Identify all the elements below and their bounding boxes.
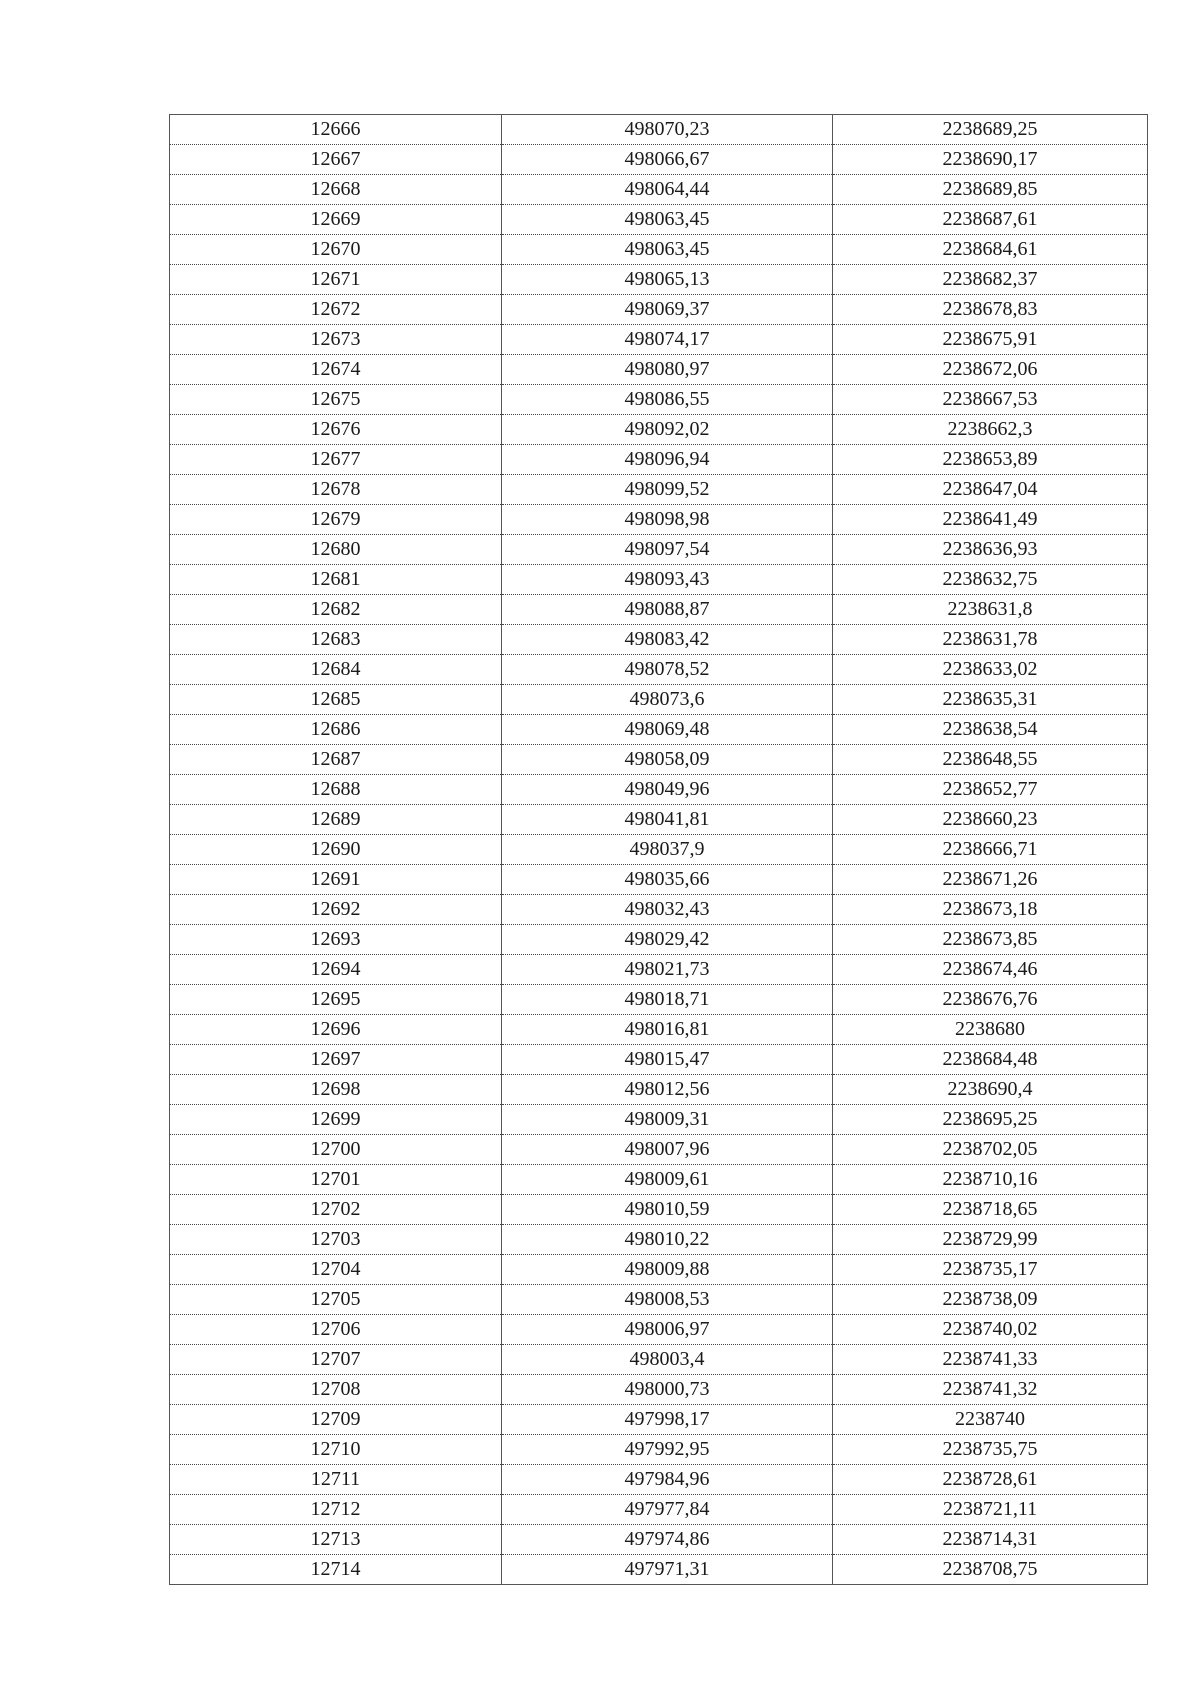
table-row <box>170 475 1148 505</box>
x-coordinate-cell: 498015,47 <box>502 1045 833 1075</box>
table-row <box>170 1225 1148 1255</box>
x-coordinate-cell: 498037,9 <box>502 835 833 865</box>
table-row <box>170 1555 1148 1585</box>
y-coordinate-cell: 2238675,91 <box>833 325 1148 355</box>
x-coordinate-cell: 498018,71 <box>502 985 833 1015</box>
point-number-cell: 12687 <box>170 745 502 775</box>
table-row <box>170 1525 1148 1555</box>
x-coordinate-cell: 497984,96 <box>502 1465 833 1495</box>
table-row <box>170 1495 1148 1525</box>
table-row <box>170 805 1148 835</box>
point-number-cell: 12668 <box>170 175 502 205</box>
point-number-cell: 12703 <box>170 1225 502 1255</box>
y-coordinate-cell: 2238632,75 <box>833 565 1148 595</box>
y-coordinate-cell: 2238729,99 <box>833 1225 1148 1255</box>
x-coordinate-cell: 497971,31 <box>502 1555 833 1585</box>
x-coordinate-cell: 498069,37 <box>502 295 833 325</box>
table-row <box>170 385 1148 415</box>
x-coordinate-cell: 498074,17 <box>502 325 833 355</box>
y-coordinate-cell: 2238635,31 <box>833 685 1148 715</box>
table-row <box>170 1075 1148 1105</box>
x-coordinate-cell: 498008,53 <box>502 1285 833 1315</box>
x-coordinate-cell: 498058,09 <box>502 745 833 775</box>
point-number-cell: 12694 <box>170 955 502 985</box>
y-coordinate-cell: 2238660,23 <box>833 805 1148 835</box>
y-coordinate-cell: 2238647,04 <box>833 475 1148 505</box>
y-coordinate-cell: 2238680 <box>833 1015 1148 1045</box>
table-row <box>170 1435 1148 1465</box>
point-number-cell: 12679 <box>170 505 502 535</box>
table-row <box>170 145 1148 175</box>
table-row <box>170 565 1148 595</box>
table-row <box>170 625 1148 655</box>
point-number-cell: 12709 <box>170 1405 502 1435</box>
x-coordinate-cell: 498010,59 <box>502 1195 833 1225</box>
table-row <box>170 1285 1148 1315</box>
table-row <box>170 985 1148 1015</box>
x-coordinate-cell: 498009,88 <box>502 1255 833 1285</box>
x-coordinate-cell: 498093,43 <box>502 565 833 595</box>
table-row <box>170 505 1148 535</box>
y-coordinate-cell: 2238718,65 <box>833 1195 1148 1225</box>
y-coordinate-cell: 2238653,89 <box>833 445 1148 475</box>
x-coordinate-cell: 498007,96 <box>502 1135 833 1165</box>
point-number-cell: 12666 <box>170 115 502 145</box>
x-coordinate-cell: 498032,43 <box>502 895 833 925</box>
table-row <box>170 685 1148 715</box>
y-coordinate-cell: 2238714,31 <box>833 1525 1148 1555</box>
y-coordinate-cell: 2238674,46 <box>833 955 1148 985</box>
y-coordinate-cell: 2238695,25 <box>833 1105 1148 1135</box>
y-coordinate-cell: 2238740 <box>833 1405 1148 1435</box>
y-coordinate-cell: 2238633,02 <box>833 655 1148 685</box>
y-coordinate-cell: 2238671,26 <box>833 865 1148 895</box>
x-coordinate-cell: 498012,56 <box>502 1075 833 1105</box>
x-coordinate-cell: 498073,6 <box>502 685 833 715</box>
table-row <box>170 265 1148 295</box>
table-row <box>170 295 1148 325</box>
table-row <box>170 1165 1148 1195</box>
point-number-cell: 12696 <box>170 1015 502 1045</box>
point-number-cell: 12676 <box>170 415 502 445</box>
x-coordinate-cell: 498063,45 <box>502 235 833 265</box>
y-coordinate-cell: 2238667,53 <box>833 385 1148 415</box>
x-coordinate-cell: 498065,13 <box>502 265 833 295</box>
point-number-cell: 12677 <box>170 445 502 475</box>
table-row <box>170 895 1148 925</box>
x-coordinate-cell: 498009,31 <box>502 1105 833 1135</box>
x-coordinate-cell: 498064,44 <box>502 175 833 205</box>
x-coordinate-cell: 498086,55 <box>502 385 833 415</box>
y-coordinate-cell: 2238689,25 <box>833 115 1148 145</box>
x-coordinate-cell: 498021,73 <box>502 955 833 985</box>
y-coordinate-cell: 2238741,32 <box>833 1375 1148 1405</box>
y-coordinate-cell: 2238662,3 <box>833 415 1148 445</box>
point-number-cell: 12707 <box>170 1345 502 1375</box>
y-coordinate-cell: 2238689,85 <box>833 175 1148 205</box>
point-number-cell: 12686 <box>170 715 502 745</box>
table-row <box>170 1255 1148 1285</box>
point-number-cell: 12702 <box>170 1195 502 1225</box>
table-row <box>170 205 1148 235</box>
table-row <box>170 1045 1148 1075</box>
table-row <box>170 1405 1148 1435</box>
point-number-cell: 12675 <box>170 385 502 415</box>
y-coordinate-cell: 2238678,83 <box>833 295 1148 325</box>
y-coordinate-cell: 2238735,75 <box>833 1435 1148 1465</box>
point-number-cell: 12692 <box>170 895 502 925</box>
table-row <box>170 955 1148 985</box>
table-row <box>170 745 1148 775</box>
table-row <box>170 1375 1148 1405</box>
point-number-cell: 12667 <box>170 145 502 175</box>
point-number-cell: 12684 <box>170 655 502 685</box>
y-coordinate-cell: 2238638,54 <box>833 715 1148 745</box>
x-coordinate-cell: 498092,02 <box>502 415 833 445</box>
point-number-cell: 12682 <box>170 595 502 625</box>
table-row <box>170 865 1148 895</box>
point-number-cell: 12671 <box>170 265 502 295</box>
table-row <box>170 175 1148 205</box>
point-number-cell: 12691 <box>170 865 502 895</box>
x-coordinate-cell: 498066,67 <box>502 145 833 175</box>
point-number-cell: 12681 <box>170 565 502 595</box>
y-coordinate-cell: 2238690,17 <box>833 145 1148 175</box>
point-number-cell: 12698 <box>170 1075 502 1105</box>
y-coordinate-cell: 2238631,8 <box>833 595 1148 625</box>
point-number-cell: 12683 <box>170 625 502 655</box>
x-coordinate-cell: 498096,94 <box>502 445 833 475</box>
table-row <box>170 1315 1148 1345</box>
x-coordinate-cell: 498006,97 <box>502 1315 833 1345</box>
table-row <box>170 1135 1148 1165</box>
x-coordinate-cell: 498029,42 <box>502 925 833 955</box>
point-number-cell: 12693 <box>170 925 502 955</box>
x-coordinate-cell: 498069,48 <box>502 715 833 745</box>
y-coordinate-cell: 2238684,61 <box>833 235 1148 265</box>
x-coordinate-cell: 498003,4 <box>502 1345 833 1375</box>
point-number-cell: 12699 <box>170 1105 502 1135</box>
table-row <box>170 535 1148 565</box>
table-row <box>170 835 1148 865</box>
x-coordinate-cell: 498080,97 <box>502 355 833 385</box>
x-coordinate-cell: 498088,87 <box>502 595 833 625</box>
y-coordinate-cell: 2238728,61 <box>833 1465 1148 1495</box>
table-row <box>170 445 1148 475</box>
y-coordinate-cell: 2238636,93 <box>833 535 1148 565</box>
y-coordinate-cell: 2238673,85 <box>833 925 1148 955</box>
point-number-cell: 12669 <box>170 205 502 235</box>
y-coordinate-cell: 2238741,33 <box>833 1345 1148 1375</box>
y-coordinate-cell: 2238687,61 <box>833 205 1148 235</box>
point-number-cell: 12670 <box>170 235 502 265</box>
y-coordinate-cell: 2238672,06 <box>833 355 1148 385</box>
y-coordinate-cell: 2238690,4 <box>833 1075 1148 1105</box>
y-coordinate-cell: 2238648,55 <box>833 745 1148 775</box>
point-number-cell: 12672 <box>170 295 502 325</box>
point-number-cell: 12713 <box>170 1525 502 1555</box>
y-coordinate-cell: 2238721,11 <box>833 1495 1148 1525</box>
y-coordinate-cell: 2238676,76 <box>833 985 1148 1015</box>
table-row <box>170 1015 1148 1045</box>
table-row <box>170 115 1148 145</box>
x-coordinate-cell: 498049,96 <box>502 775 833 805</box>
y-coordinate-cell: 2238708,75 <box>833 1555 1148 1585</box>
table-row <box>170 1105 1148 1135</box>
point-number-cell: 12710 <box>170 1435 502 1465</box>
table-row <box>170 355 1148 385</box>
table-row <box>170 325 1148 355</box>
point-number-cell: 12711 <box>170 1465 502 1495</box>
x-coordinate-cell: 498099,52 <box>502 475 833 505</box>
point-number-cell: 12708 <box>170 1375 502 1405</box>
point-number-cell: 12690 <box>170 835 502 865</box>
point-number-cell: 12673 <box>170 325 502 355</box>
y-coordinate-cell: 2238702,05 <box>833 1135 1148 1165</box>
point-number-cell: 12689 <box>170 805 502 835</box>
y-coordinate-cell: 2238673,18 <box>833 895 1148 925</box>
coordinates-table-body <box>170 115 1148 1585</box>
y-coordinate-cell: 2238740,02 <box>833 1315 1148 1345</box>
y-coordinate-cell: 2238738,09 <box>833 1285 1148 1315</box>
x-coordinate-cell: 497992,95 <box>502 1435 833 1465</box>
table-row <box>170 235 1148 265</box>
x-coordinate-cell: 498009,61 <box>502 1165 833 1195</box>
point-number-cell: 12712 <box>170 1495 502 1525</box>
x-coordinate-cell: 498070,23 <box>502 115 833 145</box>
point-number-cell: 12705 <box>170 1285 502 1315</box>
point-number-cell: 12695 <box>170 985 502 1015</box>
point-number-cell: 12680 <box>170 535 502 565</box>
x-coordinate-cell: 498041,81 <box>502 805 833 835</box>
x-coordinate-cell: 497998,17 <box>502 1405 833 1435</box>
table-row <box>170 775 1148 805</box>
y-coordinate-cell: 2238735,17 <box>833 1255 1148 1285</box>
point-number-cell: 12688 <box>170 775 502 805</box>
x-coordinate-cell: 498035,66 <box>502 865 833 895</box>
table-row <box>170 415 1148 445</box>
table-row <box>170 925 1148 955</box>
y-coordinate-cell: 2238682,37 <box>833 265 1148 295</box>
point-number-cell: 12706 <box>170 1315 502 1345</box>
y-coordinate-cell: 2238631,78 <box>833 625 1148 655</box>
table-row <box>170 1195 1148 1225</box>
x-coordinate-cell: 498078,52 <box>502 655 833 685</box>
table-row <box>170 1345 1148 1375</box>
point-number-cell: 12700 <box>170 1135 502 1165</box>
table-row <box>170 1465 1148 1495</box>
point-number-cell: 12674 <box>170 355 502 385</box>
table-row <box>170 655 1148 685</box>
x-coordinate-cell: 498098,98 <box>502 505 833 535</box>
y-coordinate-cell: 2238710,16 <box>833 1165 1148 1195</box>
x-coordinate-cell: 498063,45 <box>502 205 833 235</box>
point-number-cell: 12701 <box>170 1165 502 1195</box>
y-coordinate-cell: 2238684,48 <box>833 1045 1148 1075</box>
x-coordinate-cell: 498083,42 <box>502 625 833 655</box>
x-coordinate-cell: 498010,22 <box>502 1225 833 1255</box>
x-coordinate-cell: 498016,81 <box>502 1015 833 1045</box>
x-coordinate-cell: 498097,54 <box>502 535 833 565</box>
x-coordinate-cell: 498000,73 <box>502 1375 833 1405</box>
y-coordinate-cell: 2238666,71 <box>833 835 1148 865</box>
point-number-cell: 12697 <box>170 1045 502 1075</box>
x-coordinate-cell: 497977,84 <box>502 1495 833 1525</box>
table-row <box>170 595 1148 625</box>
point-number-cell: 12714 <box>170 1555 502 1585</box>
y-coordinate-cell: 2238641,49 <box>833 505 1148 535</box>
coordinates-table <box>169 114 1148 1585</box>
x-coordinate-cell: 497974,86 <box>502 1525 833 1555</box>
point-number-cell: 12685 <box>170 685 502 715</box>
table-row <box>170 715 1148 745</box>
point-number-cell: 12704 <box>170 1255 502 1285</box>
y-coordinate-cell: 2238652,77 <box>833 775 1148 805</box>
point-number-cell: 12678 <box>170 475 502 505</box>
